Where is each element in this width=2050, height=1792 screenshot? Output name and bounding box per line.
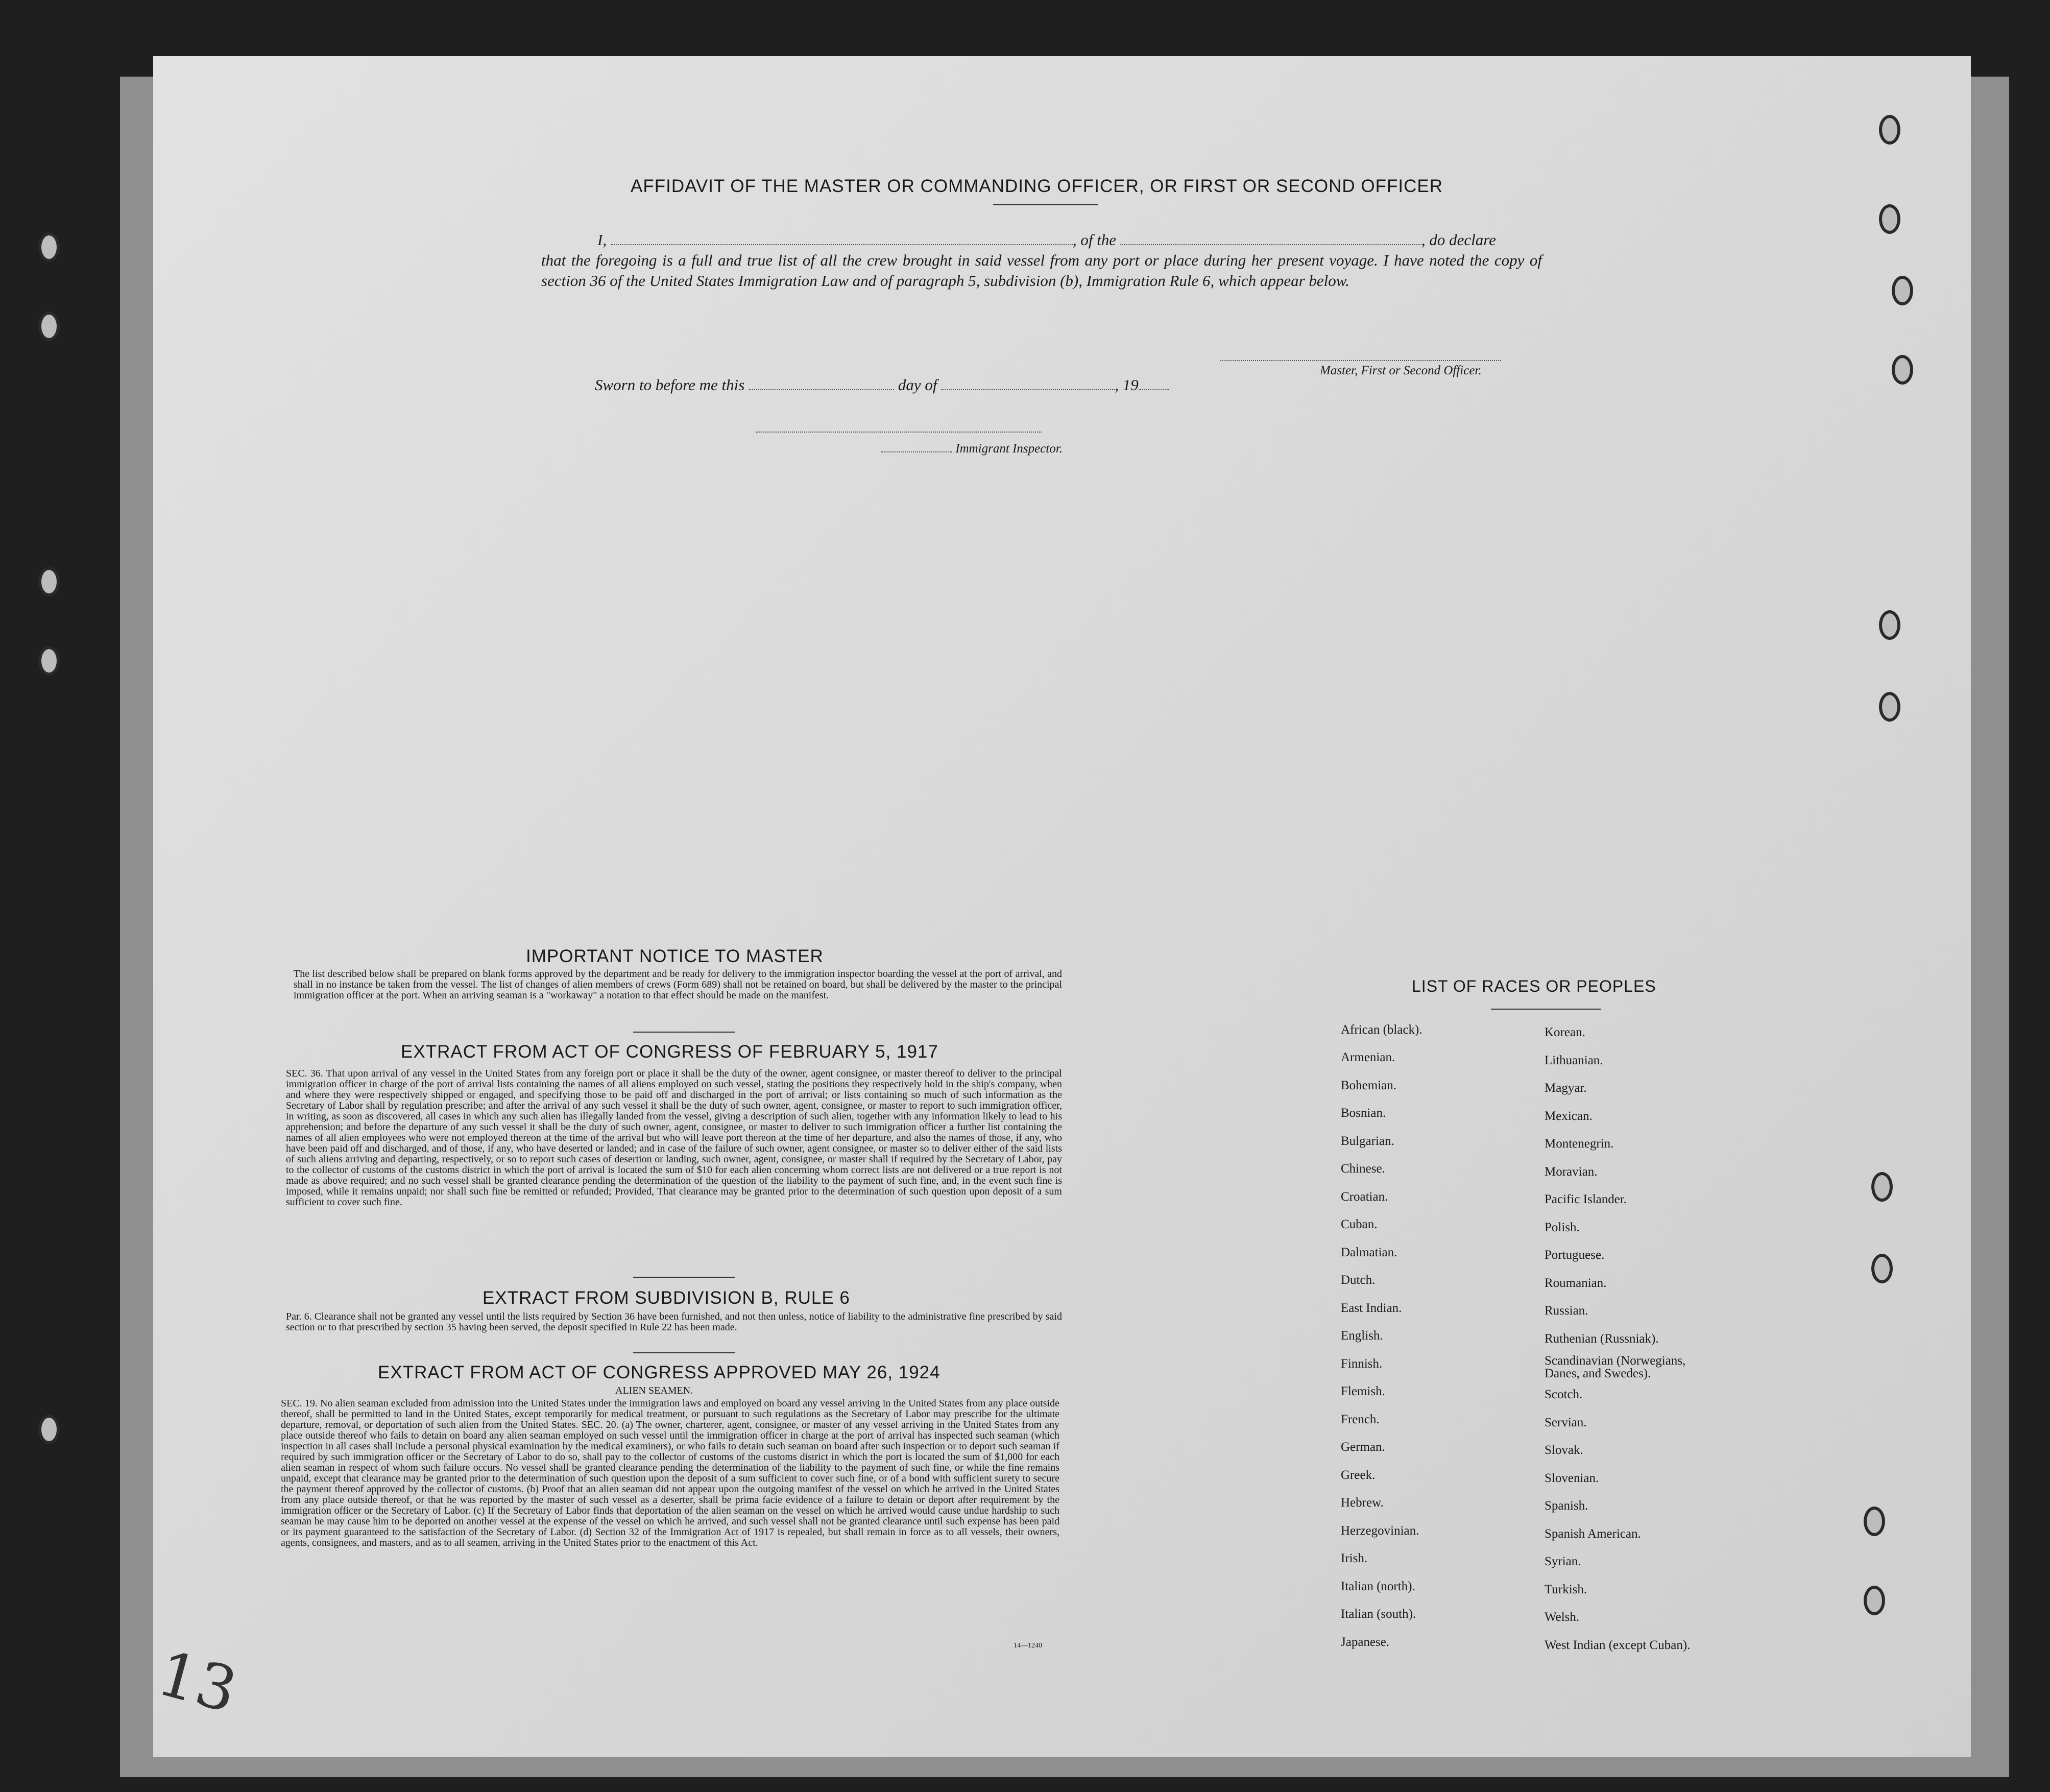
year-label: , 19 [1115, 376, 1139, 394]
race-item: Hebrew. [1341, 1496, 1384, 1510]
inspector-signature-line[interactable] [756, 432, 1042, 433]
race-item: Spanish American. [1545, 1527, 1641, 1541]
race-item: Italian (north). [1341, 1580, 1415, 1593]
punch-hole [1879, 610, 1900, 640]
affidavit-body: that the foregoing is a full and true list of all the crew brought in said vessel from any port or place during her present voyage. I have noted the copy of section 36 of the United States Immigration Law and of paragraph 5, subdivision (b), Immigration Rule 6, which appear below. [541, 251, 1542, 290]
handwritten-page-number: 13 [150, 1638, 245, 1727]
race-item: Pacific Islander. [1545, 1192, 1627, 1206]
extract-rule6-text: Par. 6. Clearance shall not be granted any vessel until the lists required by Section 36 have been furnished, and not then unless, notice of liability to the administrative fine prescribed by said section or to that prescribed by section 35 having been served, the deposit specified in Rule 22 has been made. [286, 1311, 1062, 1333]
sworn-line [595, 376, 1169, 394]
race-item: Portuguese. [1545, 1248, 1605, 1262]
name-field[interactable] [611, 232, 1073, 245]
race-item: East Indian. [1341, 1301, 1402, 1315]
affidavit-text-block [541, 230, 1542, 291]
punch-hole [1879, 115, 1900, 145]
race-item: African (black). [1341, 1023, 1422, 1037]
punch-hole [1864, 1586, 1885, 1615]
extract-rule6-title: EXTRACT FROM SUBDIVISION B, RULE 6 [483, 1288, 850, 1308]
race-item: Welsh. [1545, 1610, 1580, 1624]
race-item: Russian. [1545, 1304, 1588, 1318]
race-item: Scandinavian (Norwegians, Danes, and Swedes). [1545, 1354, 1686, 1380]
inspector-dots [881, 443, 952, 452]
master-signature-label: Master, First or Second Officer. [1320, 364, 1482, 377]
race-item: Cuban. [1341, 1217, 1378, 1231]
punch-hole [1871, 1172, 1893, 1202]
notice-title: IMPORTANT NOTICE TO MASTER [526, 946, 824, 966]
extract-1924-subtitle: ALIEN SEAMEN. [615, 1385, 693, 1396]
race-item: French. [1341, 1413, 1380, 1426]
extract-1924-text: SEC. 19. No alien seaman excluded from admission into the United States under the immigration laws and employed on board any vessel arriving in the United States from any place outside thereof, shall be permitted to land in the United States, except temporarily for medical treatment, or pursuant to such regulations as the Secretary of Labor may prescribe for the ultimate departure, removal, or deportation of such alien from the United States. SEC. 20. (a) The owner, charterer, agent, consignee, or master of any vessel arriving in the United States from any place outside thereof who fails to detain on board any alien seaman employed on such vessel until the immigration officer in charge at the port of arrival has inspected such seaman (which inspection in all cases shall include a personal physical examination by the medical examiners), or who fails to detain such seaman on board after such inspection or to deport such seaman if required by such immigration officer or the Secretary of Labor to do so, shall pay to the collector of customs of the customs district in which the port is located the sum of $1,000 for each alien seaman in respect of whom such failure occurs. No vessel shall be granted clearance pending the determination of the liability to the payment of such fine, or while the fine remains unpaid, except that clearance may be granted prior to the determination of such question upon the deposit of a sum sufficient to cover such fine, or of a bond with sufficient surety to secure the payment thereof approved by the collector of customs. (b) Proof that an alien seaman did not appear upon the outgoing manifest of the vessel on which he arrived in the United States from any place outside thereof, or that he was reported by the master of such vessel as a deserter, shall be prima facie evidence of a failure to detain or deport after requirement by the immigration officer or the Secretary of Labor. (c) If the Secretary of Labor finds that deportation of the alien seaman on the vessel on which he arrived would cause undue hardship to such seaman he may cause him to be deported on another vessel at the expense of the vessel on which he arrived, and such vessel shall not be granted clearance until such expense has been paid or its payment guaranteed to the satisfaction of the Secretary of Labor. (d) Section 32 of the Immigration Act of 1917 is repealed, but shall remain in force as to all vessels, their owners, agents, consignees, and masters, and as to all seamen, arriving in the United States prior to the enactment of this Act. [281, 1398, 1059, 1548]
race-item: Chinese. [1341, 1162, 1385, 1176]
punch-hole [38, 312, 60, 341]
master-signature-line[interactable] [1220, 360, 1501, 361]
affidavit-title: AFFIDAVIT OF THE MASTER OR COMMANDING OFFICER, OR FIRST OR SECOND OFFICER [631, 176, 1443, 196]
punch-hole [1871, 1254, 1893, 1283]
race-item: Magyar. [1545, 1081, 1587, 1095]
race-item: Turkish. [1545, 1583, 1587, 1596]
race-item: Spanish. [1545, 1499, 1588, 1513]
extract-1917-title: EXTRACT FROM ACT OF CONGRESS OF FEBRUARY 5, 1917 [401, 1042, 938, 1062]
race-item: Bulgarian. [1341, 1134, 1394, 1148]
punch-hole [1879, 692, 1900, 722]
race-item: German. [1341, 1440, 1385, 1454]
race-item: Servian. [1545, 1416, 1587, 1429]
extract-1917-text: SEC. 36. That upon arrival of any vessel in the United States from any foreign port or place it shall be the duty of the owner, agent consignee, or master thereof to deliver to the principal immigration officer in charge of the port of arrival lists containing the names of all aliens employed on such vessel, stating the positions they respectively hold in the ship's company, when and where they were respectively shipped or engaged, and specifying those to be paid off and discharged in the port of arrival; or lists containing so much of such information as the Secretary of Labor shall by regulation prescribe; and after the arrival of any such vessel it shall be the duty of such owner, agent, consignee, or master to report to such immigration officer, in writing, as soon as discovered, all cases in which any such alien has illegally landed from the vessel, giving a description of such alien, together with any information likely to lead to his apprehension; and before the departure of any such vessel it shall be the duty of such owner, agent, consignee, or master to deliver to such immigration officer a further list containing the names of all alien employees who were not employed thereon at the time of the arrival but who will leave port thereon at the time of her departure, and also the names of those, if any, who have been paid off and discharged, and of those, if any, who have deserted or landed; and in case of the failure of such owner, agent consignee, or master so to deliver either of the said lists of such aliens arriving and departing, respectively, or so to report such cases of desertion or landing, such owner, agent, consignee, or master shall if required by the Secretary of Labor, pay to the collector of customs of the customs district in which the port of arrival is located the sum of $10 for each alien concerning whom correct lists are not delivered or a true report is not made as above required; and no such vessel shall be granted clearance pending the determination of the question of the liability to the payment of such fine, and, in the event such fine is imposed, while it remains unpaid; nor shall such fine be remitted or refunded; Provided, That clearance may be granted prior to the determination of such question upon deposit of a sum sufficient to cover such fine. [286, 1068, 1062, 1208]
extract-1924-title: EXTRACT FROM ACT OF CONGRESS APPROVED MAY 26, 1924 [378, 1363, 940, 1382]
race-item: Mexican. [1545, 1109, 1593, 1123]
day-of-label: day of [898, 376, 937, 394]
race-item: Polish. [1545, 1221, 1580, 1234]
sworn-month-field[interactable] [941, 377, 1115, 390]
punch-hole [38, 567, 60, 596]
of-the-label: , of the [1072, 231, 1117, 249]
race-item: West Indian (except Cuban). [1545, 1638, 1691, 1652]
punch-hole [38, 1415, 60, 1444]
race-item: Bohemian. [1341, 1079, 1397, 1092]
do-declare-label: , do declare [1421, 231, 1496, 249]
race-item: Flemish. [1341, 1384, 1385, 1398]
race-item: Herzegovinian. [1341, 1524, 1419, 1538]
race-item: Roumanian. [1545, 1276, 1607, 1290]
race-item: English. [1341, 1329, 1383, 1343]
divider [633, 1352, 735, 1353]
punch-hole [1879, 204, 1900, 234]
i-label: I, [597, 231, 607, 249]
races-title: LIST OF RACES OR PEOPLES [1412, 977, 1656, 995]
race-item: Montenegrin. [1545, 1137, 1614, 1151]
race-item: Armenian. [1341, 1050, 1395, 1064]
race-item: Dutch. [1341, 1273, 1376, 1287]
divider [633, 1032, 735, 1033]
punch-hole [1892, 355, 1913, 385]
sworn-day-field[interactable] [749, 377, 894, 390]
race-item: Italian (south). [1341, 1607, 1416, 1621]
race-item: Moravian. [1545, 1165, 1598, 1179]
punch-hole [38, 232, 60, 262]
race-item: Croatian. [1341, 1190, 1388, 1204]
race-item: Slovak. [1545, 1443, 1583, 1457]
vessel-field[interactable] [1120, 232, 1421, 245]
race-item: Finnish. [1341, 1357, 1383, 1371]
race-item: Dalmatian. [1341, 1246, 1397, 1259]
divider [993, 204, 1098, 205]
sworn-year-field[interactable] [1139, 377, 1169, 390]
divider [1491, 1009, 1601, 1010]
inspector-signature-label: Immigrant Inspector. [955, 442, 1063, 456]
race-item: Syrian. [1545, 1555, 1581, 1568]
race-item: Korean. [1545, 1025, 1585, 1039]
race-item: Irish. [1341, 1551, 1368, 1565]
race-item: Japanese. [1341, 1635, 1390, 1649]
race-item: Greek. [1341, 1468, 1376, 1482]
punch-hole [1892, 276, 1913, 305]
form-number: 14—1240 [1014, 1642, 1042, 1650]
race-item: Scotch. [1545, 1388, 1583, 1401]
race-item: Slovenian. [1545, 1471, 1599, 1485]
sworn-label: Sworn to before me this [595, 376, 745, 394]
race-item: Bosnian. [1341, 1106, 1386, 1120]
punch-hole [38, 646, 60, 676]
race-item: Lithuanian. [1545, 1054, 1603, 1067]
inspector-signature-row [881, 442, 1063, 456]
affidavit-first-line [541, 230, 1542, 250]
race-item: Ruthenian (Russniak). [1545, 1332, 1659, 1346]
divider [633, 1277, 735, 1278]
punch-hole [1864, 1507, 1885, 1536]
notice-text: The list described below shall be prepared on blank forms approved by the department and be ready for delivery to the immigration inspector boarding the vessel at the port of arrival, and shall in no instance be taken from the vessel. The list of changes of alien members of crews (Form 689) shall not be retained on board, but shall be delivered by the master to the principal immigration officer at the port. When an arriving seaman is a "workaway" a notation to that effect should be made on the manifest. [294, 968, 1062, 1001]
